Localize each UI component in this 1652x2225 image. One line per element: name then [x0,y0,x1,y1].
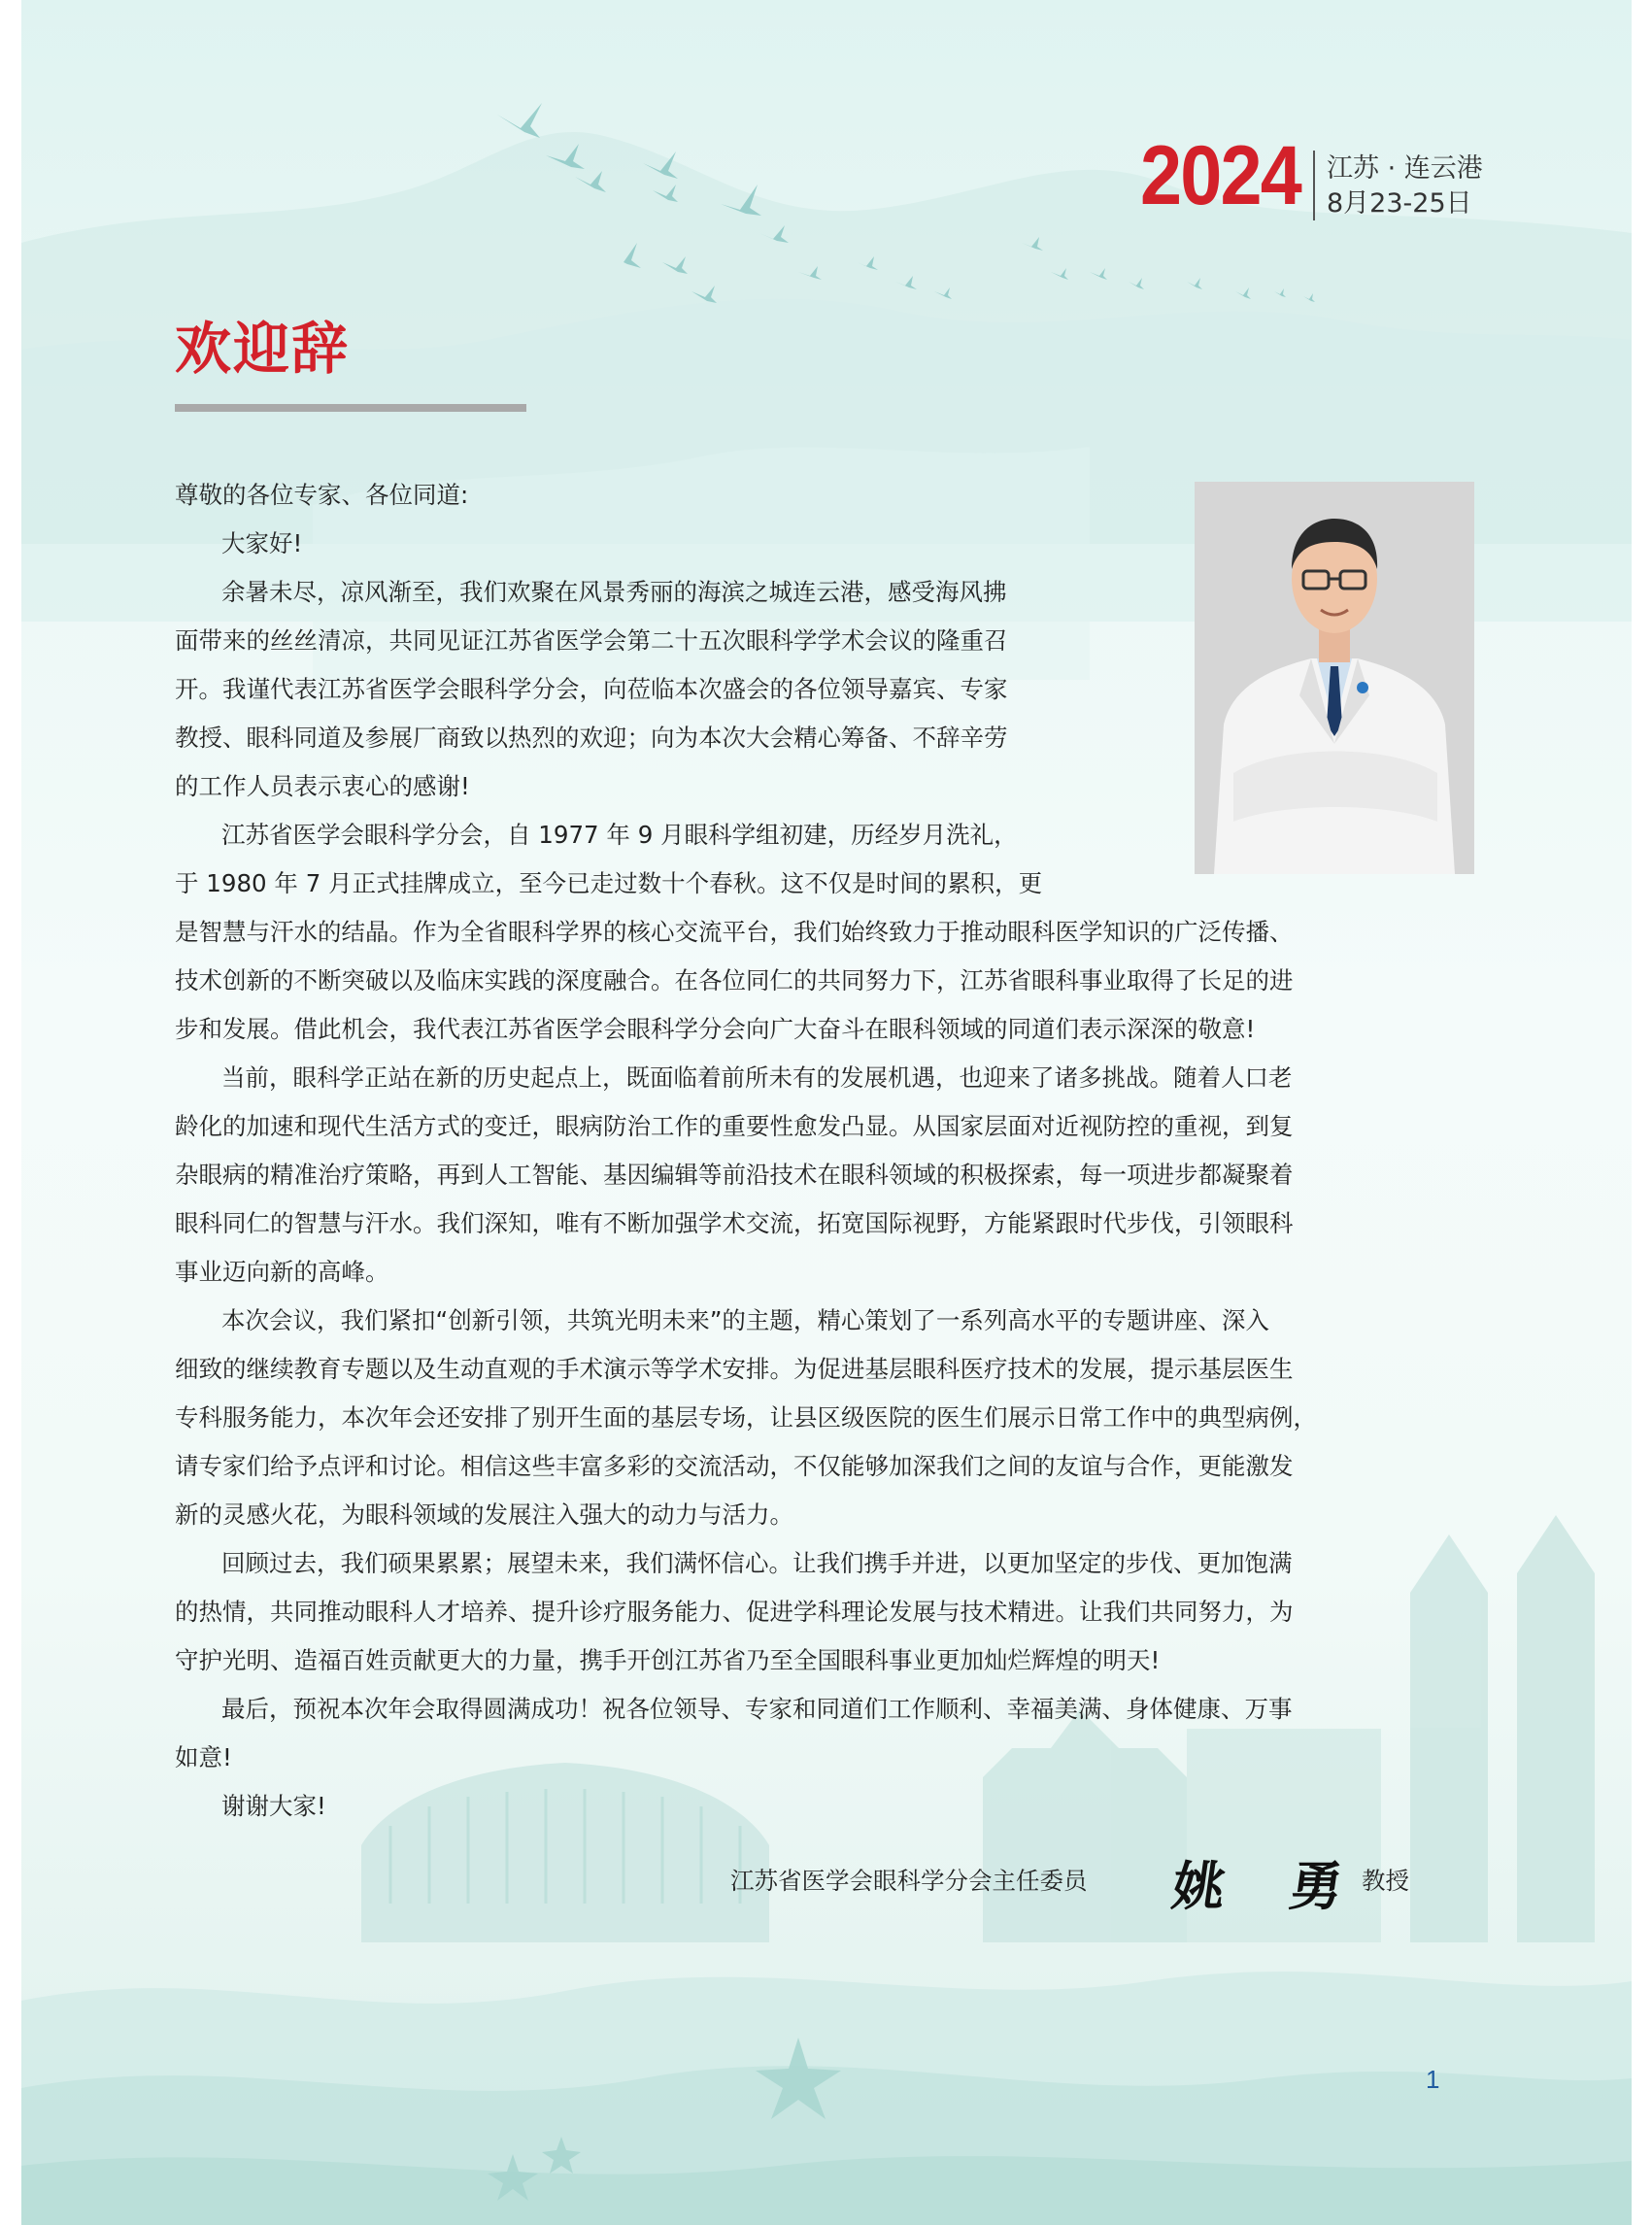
event-location: 江苏 · 连云港 [1327,153,1483,184]
letter-line: 守护光明、造福百姓贡献更大的力量，携手开创江苏省乃至全国眼科事业更加灿烂辉煌的明天! [175,1646,1161,1674]
brochure-page [21,0,1632,2225]
letter-line: 杂眼病的精准治疗策略，再到人工智能、基因编辑等前沿技术在眼科领域的积极探索，每一项进步都凝聚着 [175,1161,1294,1189]
letter-line: 专科服务能力，本次年会还安排了别开生面的基层专场，让县区级医院的医生们展示日常工作中的典型病例， [175,1403,1317,1432]
letter-line: 本次会议，我们紧扣“创新引领，共筑光明未来”的主题，精心策划了一系列高水平的专题讲座、深入 [221,1306,1269,1334]
letter-line: 步和发展。借此机会，我代表江苏省医学会眼科学分会向广大奋斗在眼科领域的同道们表示深深的敬意! [175,1015,1256,1043]
letter-line: 大家好! [221,529,303,557]
letter-line: 江苏省医学会眼科学分会，自 1977 年 9 月眼科学组初建，历经岁月洗礼， [221,821,1018,849]
letter-line: 教授、眼科同道及参展厂商致以热烈的欢迎；向为本次大会精心筹备、不辞辛劳 [175,724,1008,752]
letter-line: 面带来的丝丝清凉，共同见证江苏省医学会第二十五次眼科学学术会议的隆重召 [175,626,1008,655]
event-dates: 8月23-25日 [1327,188,1472,219]
signature-suffix: 教授 [1362,1867,1409,1895]
letter-line: 是智慧与汗水的结晶。作为全省眼科学界的核心交流平台，我们始终致力于推动眼科医学知识的广泛传播、 [175,918,1294,946]
salutation: 尊敬的各位专家、各位同道: [175,481,469,509]
letter-line: 的工作人员表示衷心的感谢! [175,772,470,800]
letter-line: 回顾过去，我们硕果累累；展望未来，我们满怀信心。让我们携手并进，以更加坚定的步伐、更加饱满 [221,1549,1293,1577]
letter-line: 如意! [175,1743,232,1771]
letter-line: 开。我谨代表江苏省医学会眼科学分会，向莅临本次盛会的各位领导嘉宾、专家 [175,675,1008,703]
letter-line: 于 1980 年 7 月正式挂牌成立，至今已走过数十个春秋。这不仅是时间的累积，更 [175,869,1043,897]
letter-line: 细致的继续教育专题以及生动直观的手术演示等学术安排。为促进基层眼科医疗技术的发展，提示基层医生 [175,1355,1294,1383]
letter-line: 新的灵感火花，为眼科领域的发展注入强大的动力与活力。 [175,1500,793,1529]
header-divider [1313,151,1315,220]
letter-line: 最后，预祝本次年会取得圆满成功！祝各位领导、专家和同道们工作顺利、幸福美满、身体健康、万事 [221,1695,1293,1723]
letter-line: 请专家们给予点评和讨论。相信这些丰富多彩的交流活动，不仅能够加深我们之间的友谊与合作，更能激发 [175,1452,1294,1480]
portrait-photo [1195,482,1474,874]
closing-thanks: 谢谢大家! [221,1792,326,1820]
letter-line: 当前，眼科学正站在新的历史起点上，既面临着前所未有的发展机遇，也迎来了诸多挑战。随着人口老 [221,1063,1293,1092]
page-number: 1 [1426,2065,1440,2094]
signature-name: 姚 勇 [1168,1855,1370,1917]
event-year: 2024 [1140,129,1300,222]
doctor-portrait [1195,482,1474,874]
letter-line: 龄化的加速和现代生活方式的变迁，眼病防治工作的重要性愈发凸显。从国家层面对近视防控的重视，到复 [175,1112,1294,1140]
letter-line: 的热情，共同推动眼科人才培养、提升诊疗服务能力、促进学科理论发展与技术精进。让我们共同努力，为 [175,1598,1294,1626]
signature-title: 江苏省医学会眼科学分会主任委员 [730,1867,1088,1895]
page-title: 欢迎辞 [175,316,351,382]
letter-line: 余暑未尽，凉风渐至，我们欢聚在风景秀丽的海滨之城连云港，感受海风拂 [221,578,1007,606]
letter-line: 技术创新的不断突破以及临床实践的深度融合。在各位同仁的共同努力下，江苏省眼科事业取得了长足的进 [175,966,1294,995]
letter-line: 事业迈向新的高峰。 [175,1258,389,1286]
letter-line: 眼科同仁的智慧与汗水。我们深知，唯有不断加强学术交流，拓宽国际视野，方能紧跟时代步伐，引领眼科 [175,1209,1294,1237]
title-underline [175,404,526,412]
